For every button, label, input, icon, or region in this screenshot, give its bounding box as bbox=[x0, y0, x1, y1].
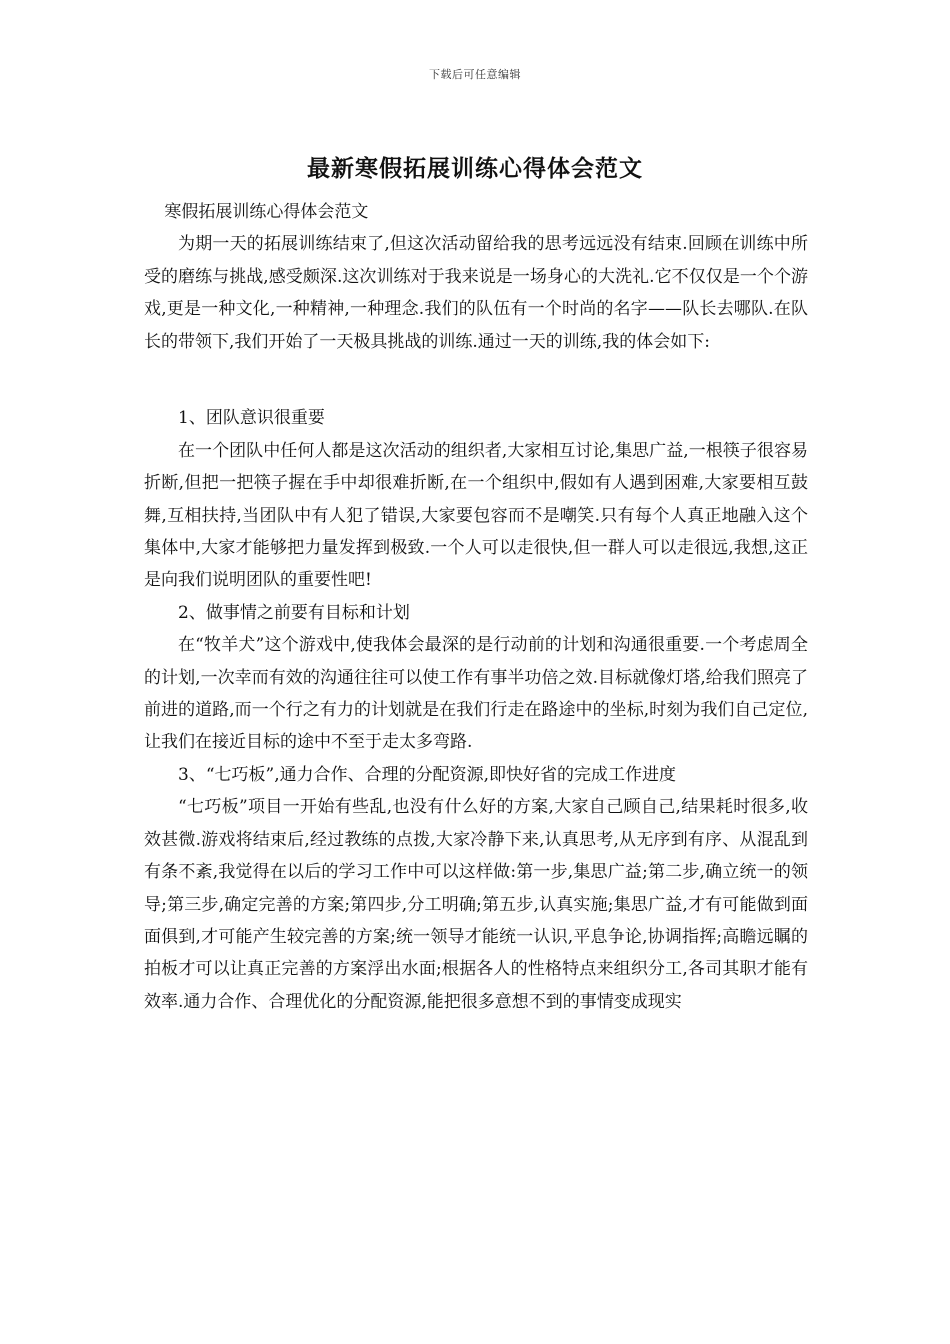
section-heading-2: 2、做事情之前要有目标和计划 bbox=[178, 602, 410, 623]
section-body-2: 在“牧羊犬”这个游戏中,使我体会最深的是行动前的计划和沟通很重要.一个考虑周全的计划,一次幸而有效的沟通往往可以使工作有事半功倍之效.目标就像灯塔,给我们照亮了前进的道路,而一个行之有力的计划就是在我们行走在路途中的坐标,时刻为我们自己定位,让我们在接近目标的途中不至于走太多弯路. bbox=[144, 635, 808, 753]
section-heading-1: 1、团队意识很重要 bbox=[178, 408, 325, 429]
section-body-3: “七巧板”项目一开始有些乱,也没有什么好的方案,大家自己顾自己,结果耗时很多,收效甚微.游戏将结束后,经过教练的点拨,大家冷静下来,认真思考,从无序到有序、从混乱到有条不紊,我觉得在以后的学习工作中可以这样做:第一步,集思广益;第二步,确立统一的领导;第三步,确定完善的方案;第四步,分工明确;第五步,认真实施;集思广益,才有可能做到面面俱到,才可能产生较完善的方案;统一领导才能统一认识,平息争论,协调指挥;高瞻远瞩的拍板才可以让真正完善的方案浮出水面;根据各人的性格特点来组织分工,各司其职才能有效率.通力合作、合理优化的分配资源,能把很多意想不到的事情变成现实 bbox=[144, 797, 808, 1012]
section-heading-3: 3、“七巧板”,通力合作、合理的分配资源,即快好省的完成工作进度 bbox=[178, 764, 677, 785]
blank-line bbox=[144, 358, 808, 390]
document-body bbox=[144, 196, 808, 1018]
document-title: 最新寒假拓展训练心得体会范文 bbox=[307, 155, 643, 182]
document-subtitle: 寒假拓展训练心得体会范文 bbox=[164, 202, 369, 222]
section-body-1: 在一个团队中任何人都是这次活动的组织者,大家相互讨论,集思广益,一根筷子很容易折断,但把一把筷子握在手中却很难折断,在一个组织中,假如有人遇到困难,大家要相互鼓舞,互相扶持,当团队中有人犯了错误,大家要包容而不是嘲笑.只有每个人真正地融入这个集体中,大家才能够把力量发挥到极致.一个人可以走很快,但一群人可以走很远,我想,这正是向我们说明团队的重要性吧! bbox=[144, 440, 808, 591]
header-note: 下载后可任意编辑 bbox=[429, 68, 521, 81]
intro-paragraph: 为期一天的拓展训练结束了,但这次活动留给我的思考远远没有结束.回顾在训练中所受的磨练与挑战,感受颇深.这次训练对于我来说是一场身心的大洗礼.它不仅仅是一个个游戏,更是一种文化,一种精神,一种理念.我们的队伍有一个时尚的名字——队长去哪队.在队长的带领下,我们开始了一天极具挑战的训练.通过一天的训练,我的体会如下: bbox=[144, 234, 808, 352]
